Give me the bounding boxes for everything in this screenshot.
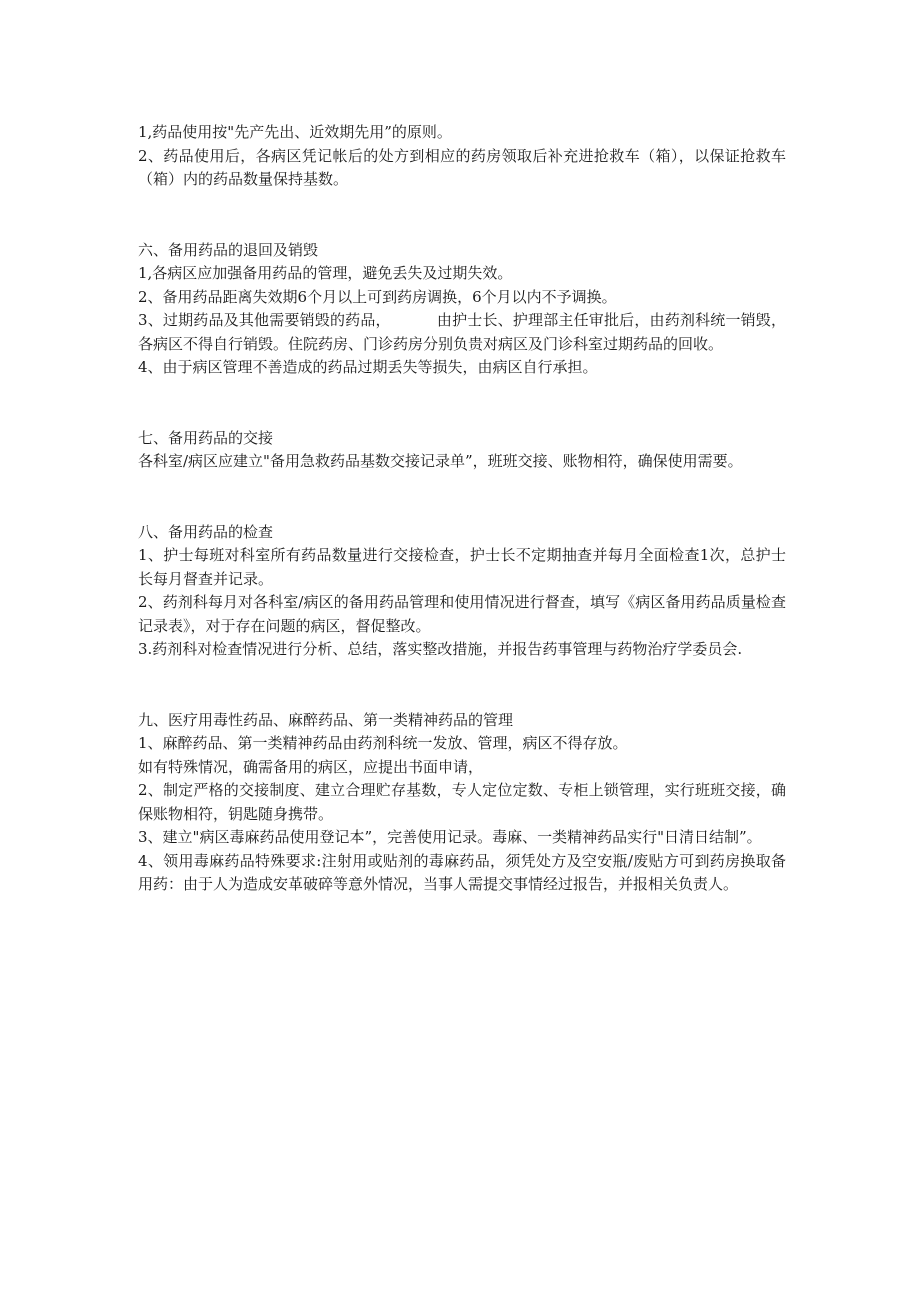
section-8-item-1: 1、护士每班对科室所有药品数量进行交接检查，护士长不定期抽查并每月全面检查1次，总护士长每月督查并记录。 bbox=[138, 546, 786, 588]
section-6-item-3-part-2: 由护士长、护理部主任审批后，由药剂科统一销毁，各病区不得自行销毁。住院药房、门诊药房分别负贵对病区及门诊科室过期药品的回收。 bbox=[138, 311, 786, 353]
section-9 bbox=[138, 709, 786, 897]
section-7-item-1: 各科室/病区应建立"备用急救药品基数交接记录单”，班班交接、账物相符，确保使用需要。 bbox=[138, 452, 743, 470]
intro-block bbox=[138, 121, 786, 192]
document-body bbox=[138, 121, 786, 897]
section-9-item-2: 2、制定严格的交接制度、建立合理贮存基数，专人定位定数、专柜上锁管理，实行班班交接，确保账物相符，钥匙随身携带。 bbox=[138, 781, 786, 823]
section-8-item-2: 2、药剂科每月对各科室/病区的备用药品管理和使用情况进行督查，填写《病区备用药品质量检查记录表》，对于存在问题的病区，督促整改。 bbox=[138, 593, 786, 635]
section-9-title: 九、医疗用毒性药品、麻醉药品、第一类精神药品的管理 bbox=[138, 710, 514, 729]
section-9-note: 如有特殊情况，确需备用的病区，应提出书面申请， bbox=[138, 757, 484, 776]
section-6-item-1: 1,各病区应加强备用药品的管理，避免丢失及过期失效。 bbox=[138, 264, 513, 282]
section-7-title: 七、备用药品的交接 bbox=[138, 428, 274, 447]
section-7 bbox=[138, 427, 786, 474]
intro-item-2: 2、药品使用后，各病区凭记帐后的处方到相应的药房领取后补充进抢救车（箱），以保证抢救车（箱）内的药品数量保持基数。 bbox=[138, 146, 786, 188]
section-9-item-1: 1、麻醉药品、第一类精神药品由药剂科统一发放、管理，病区不得存放。 bbox=[138, 734, 628, 752]
section-8-title: 八、备用药品的检查 bbox=[138, 522, 274, 541]
section-6-item-2: 2、备用药品距离失效期6个月以上可到药房调换，6个月以内不予调换。 bbox=[138, 287, 617, 306]
section-8 bbox=[138, 521, 786, 662]
section-6-item-4: 4、由于病区管理不善造成的药品过期丢失等损失，由病区自行承担。 bbox=[138, 358, 598, 376]
section-6 bbox=[138, 239, 786, 380]
section-8-item-3: 3.药剂科对检查情况进行分析、总结，落实整改措施，并报告药事管理与药物治疗学委员会. bbox=[138, 640, 743, 658]
intro-item-1: 1,药品使用按"先产先出、近效期先用”的原则。 bbox=[138, 123, 452, 141]
section-9-item-3: 3、建立"病区毒麻药品使用登记本”，完善使用记录。毒麻、一类精神药品实行"日清日结制”。 bbox=[138, 828, 762, 846]
section-6-item-3 bbox=[138, 309, 786, 356]
section-9-item-4: 4、领用毒麻药品特殊要求:注射用或贴剂的毒麻药品，须凭处方及空安瓶/废贴方可到药房换取备用药：由于人为造成安革破碎等意外情况，当事人需提交事情经过报告，并报相关负责人。 bbox=[138, 851, 786, 893]
section-6-title: 六、备用药品的退回及销毁 bbox=[138, 240, 319, 259]
section-6-item-3-part-1: 3、过期药品及其他需要销毁的药品， bbox=[138, 311, 391, 329]
